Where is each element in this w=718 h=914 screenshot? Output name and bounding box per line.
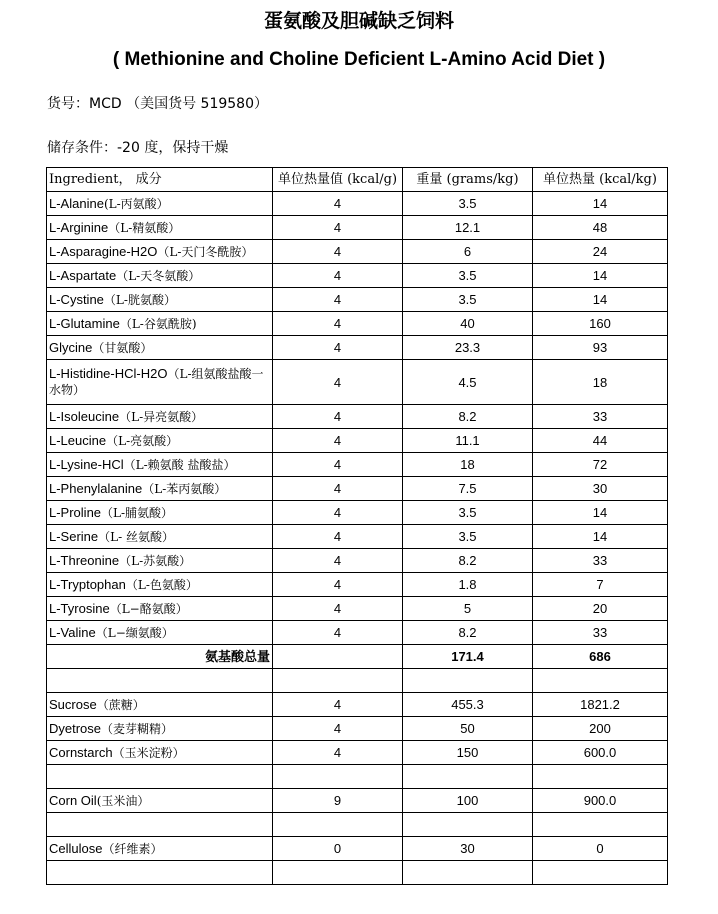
grams-cell: 100 [403,789,533,813]
grams-cell: 23.3 [403,336,533,360]
blank-row [47,669,668,693]
table-row [47,240,668,264]
empty-cell [47,813,273,837]
ingredient-name-cell [47,621,273,645]
ingredient-name: Glycine [49,339,93,355]
table-row [47,312,668,336]
ingredient-name-chinese: （麦芽糊精） [101,721,174,736]
ingredient-name: L-Arginine [49,219,109,235]
title-english: ( Methionine and Choline Deficient L-Amino Acid Diet ) [112,49,606,70]
kcal-cell: 600.0 [533,741,668,765]
empty-cell [533,861,668,885]
kcal-per-gram-cell: 4 [273,477,403,501]
kcal-cell: 30 [533,477,668,501]
total-grams: 171.4 [403,645,533,669]
ingredient-name: L-Asparagine-H2O [49,243,158,259]
ingredient-name: L-Leucine [49,432,107,448]
header-energy: 单位热量 (kcal/kg) [533,168,668,192]
ingredient-name-chinese: （L-天门冬酰胺） [157,244,254,259]
ingredient-name-chinese: （L-精氨酸） [108,220,181,235]
grams-cell: 30 [403,837,533,861]
grams-cell: 7.5 [403,477,533,501]
table-row [47,693,668,717]
ingredient-name: L-Lysine-HCl [49,456,124,472]
table-row [47,405,668,429]
kcal-cell: 44 [533,429,668,453]
empty-cell [273,813,403,837]
table-row [47,597,668,621]
grams-cell: 3.5 [403,288,533,312]
empty-cell [403,765,533,789]
table-row [47,336,668,360]
grams-cell: 150 [403,741,533,765]
ingredient-name-chinese: （L-苯丙氨酸） [142,481,227,496]
ingredient-name-chinese: （L-谷氨酰胺) [119,316,197,331]
grams-cell: 8.2 [403,549,533,573]
kcal-per-gram-cell: 4 [273,240,403,264]
ingredient-name-chinese: （L- 丝氨酸） [98,529,174,544]
blank-row [47,861,668,885]
ingredient-name: L-Cystine [49,291,104,307]
ingredient-name: L-Threonine [49,552,120,568]
kcal-cell: 93 [533,336,668,360]
ingredient-name-cell [47,192,273,216]
ingredient-name: L-Serine [49,528,99,544]
ingredient-name-cell [47,597,273,621]
ingredient-name-cell [47,789,273,813]
table-row [47,741,668,765]
ingredients-table [46,167,668,885]
ingredient-name-chinese: （蔗糖） [96,697,145,712]
ingredient-name-cell [47,573,273,597]
ingredient-name-cell [47,741,273,765]
ingredient-name-chinese: (L-丙氨酸） [103,196,169,211]
ingredient-name-chinese: （L-天冬氨酸） [116,268,201,283]
empty-cell [47,861,273,885]
header-energy-per-unit [273,168,403,192]
ingredient-name-cell [47,477,273,501]
grams-cell: 3.5 [403,192,533,216]
blank-row [47,813,668,837]
grams-cell: 3.5 [403,501,533,525]
table-row [47,717,668,741]
empty-cell [403,669,533,693]
table-body [47,192,668,885]
table-row [47,837,668,861]
table-row [47,192,668,216]
kcal-cell: 200 [533,717,668,741]
kcal-per-gram-cell: 4 [273,192,403,216]
table-row [47,288,668,312]
table-row [47,429,668,453]
kcal-cell: 900.0 [533,789,668,813]
ingredient-name: L-Histidine-HCl-H2O [49,366,168,381]
grams-cell: 1.8 [403,573,533,597]
empty-cell [47,669,273,693]
header-ingredient: Ingredient， 成分 [47,168,273,192]
kcal-per-gram-cell: 4 [273,621,403,645]
kcal-cell: 14 [533,501,668,525]
title-chinese: 蛋氨酸及胆碱缺乏饲料 [263,10,454,32]
ingredient-name-cell [47,717,273,741]
table-row [47,477,668,501]
kcal-per-gram-cell: 4 [273,717,403,741]
ingredient-name-chinese: （L-亮氨酸） [106,433,179,448]
kcal-cell: 160 [533,312,668,336]
kcal-cell: 14 [533,288,668,312]
ingredient-name-cell [47,405,273,429]
ingredient-name-cell [47,264,273,288]
grams-cell: 4.5 [403,360,533,405]
table-header-row [47,168,668,192]
kcal-per-gram-cell: 4 [273,429,403,453]
kcal-per-gram-cell: 9 [273,789,403,813]
empty-cell [533,765,668,789]
ingredient-name-chinese: （L-异亮氨酸） [119,409,204,424]
grams-cell: 12.1 [403,216,533,240]
header-energy-per-unit-label: 单位热量值 (kcal/g) [277,172,398,187]
ingredient-name-cell [47,549,273,573]
empty-cell [273,765,403,789]
kcal-cell: 72 [533,453,668,477]
empty-cell [533,813,668,837]
ingredient-name-chinese: （L-色氨酸） [125,577,198,592]
kcal-per-gram-cell: 4 [273,288,403,312]
ingredient-name: Cornstarch [49,744,113,760]
ingredient-name-chinese: （玉米淀粉） [112,745,185,760]
kcal-per-gram-cell: 4 [273,336,403,360]
kcal-per-gram-cell: 4 [273,525,403,549]
kcal-cell: 14 [533,192,668,216]
ingredient-name-cell [47,336,273,360]
table-row [47,525,668,549]
empty-cell [273,861,403,885]
header-weight: 重量 (grams/kg) [403,168,533,192]
ingredient-name-cell [47,525,273,549]
amino-acid-total-row [47,645,668,669]
total-label: 氨基酸总量 [47,645,273,669]
ingredient-name: L-Valine [49,624,96,640]
grams-cell: 6 [403,240,533,264]
blank-row [47,765,668,789]
ingredient-name-chinese: （L-组氨酸盐酸一水物） [49,367,264,397]
empty-cell [273,645,403,669]
table-row [47,216,668,240]
ingredient-name-cell [47,240,273,264]
ingredient-name-cell [47,360,273,405]
ingredient-name: L-Aspartate [49,267,117,283]
kcal-per-gram-cell: 4 [273,312,403,336]
empty-cell [47,765,273,789]
ingredient-name: L-Tyrosine [49,600,110,616]
kcal-cell: 20 [533,597,668,621]
catalog-number: 货号：MCD （美国货号 519580） [47,96,268,112]
table-row [47,789,668,813]
ingredient-name-chinese: （L−缬氨酸） [95,625,174,640]
kcal-per-gram-cell: 4 [273,693,403,717]
table-row [47,573,668,597]
kcal-cell: 1821.2 [533,693,668,717]
grams-cell: 40 [403,312,533,336]
grams-cell: 5 [403,597,533,621]
ingredient-name: L-Alanine [49,195,104,211]
grams-cell: 3.5 [403,525,533,549]
kcal-per-gram-cell: 4 [273,405,403,429]
grams-cell: 50 [403,717,533,741]
empty-cell [273,669,403,693]
kcal-cell: 7 [533,573,668,597]
ingredient-name: Dyetrose [49,720,102,736]
table-row [47,501,668,525]
ingredient-name-cell [47,837,273,861]
empty-cell [403,813,533,837]
kcal-cell: 0 [533,837,668,861]
ingredient-name-cell [47,693,273,717]
empty-cell [533,669,668,693]
ingredient-name-cell [47,453,273,477]
ingredient-name-chinese: （纤维素） [102,841,163,856]
ingredient-name: Cellulose [49,840,103,856]
ingredient-name-chinese: （L-苏氨酸） [119,553,192,568]
table-row [47,621,668,645]
ingredient-name: L-Phenylalanine [49,480,143,496]
ingredient-name: Sucrose [49,696,97,712]
kcal-per-gram-cell: 4 [273,216,403,240]
grams-cell: 11.1 [403,429,533,453]
kcal-per-gram-cell: 4 [273,453,403,477]
table-row [47,549,668,573]
ingredient-name: L-Tryptophan [49,576,126,592]
ingredient-name-chinese: （甘氨酸） [92,340,153,355]
grams-cell: 8.2 [403,405,533,429]
kcal-per-gram-cell: 4 [273,360,403,405]
ingredient-name-cell [47,429,273,453]
kcal-cell: 48 [533,216,668,240]
kcal-cell: 33 [533,405,668,429]
ingredient-name-chinese: （L-胱氨酸） [103,292,176,307]
ingredient-name-cell [47,288,273,312]
ingredient-name-chinese: (玉米油） [96,793,150,808]
kcal-cell: 33 [533,621,668,645]
kcal-cell: 14 [533,264,668,288]
kcal-cell: 18 [533,360,668,405]
ingredient-name-cell [47,501,273,525]
kcal-per-gram-cell: 4 [273,597,403,621]
ingredient-name: L-Isoleucine [49,408,120,424]
kcal-per-gram-cell: 4 [273,549,403,573]
kcal-per-gram-cell: 0 [273,837,403,861]
table-row [47,360,668,405]
storage-conditions: 储存条件：-20 度，保持干燥 [47,140,229,156]
grams-cell: 8.2 [403,621,533,645]
kcal-cell: 24 [533,240,668,264]
ingredient-name-cell [47,312,273,336]
kcal-per-gram-cell: 4 [273,264,403,288]
kcal-cell: 14 [533,525,668,549]
grams-cell: 455.3 [403,693,533,717]
ingredient-name-chinese: （L−酪氨酸） [109,601,188,616]
total-kcal: 686 [533,645,668,669]
table-row [47,264,668,288]
grams-cell: 18 [403,453,533,477]
kcal-per-gram-cell: 4 [273,501,403,525]
ingredient-name-chinese: （L-脯氨酸） [101,505,174,520]
kcal-cell: 33 [533,549,668,573]
kcal-per-gram-cell: 4 [273,741,403,765]
grams-cell: 3.5 [403,264,533,288]
empty-cell [403,861,533,885]
ingredient-name-cell [47,216,273,240]
ingredient-name: L-Proline [49,504,102,520]
ingredient-name: L-Glutamine [49,315,120,331]
ingredient-name-chinese: （L-赖氨酸 盐酸盐） [123,457,236,472]
ingredient-name: Corn Oil [49,792,97,808]
kcal-per-gram-cell: 4 [273,573,403,597]
table-row [47,453,668,477]
